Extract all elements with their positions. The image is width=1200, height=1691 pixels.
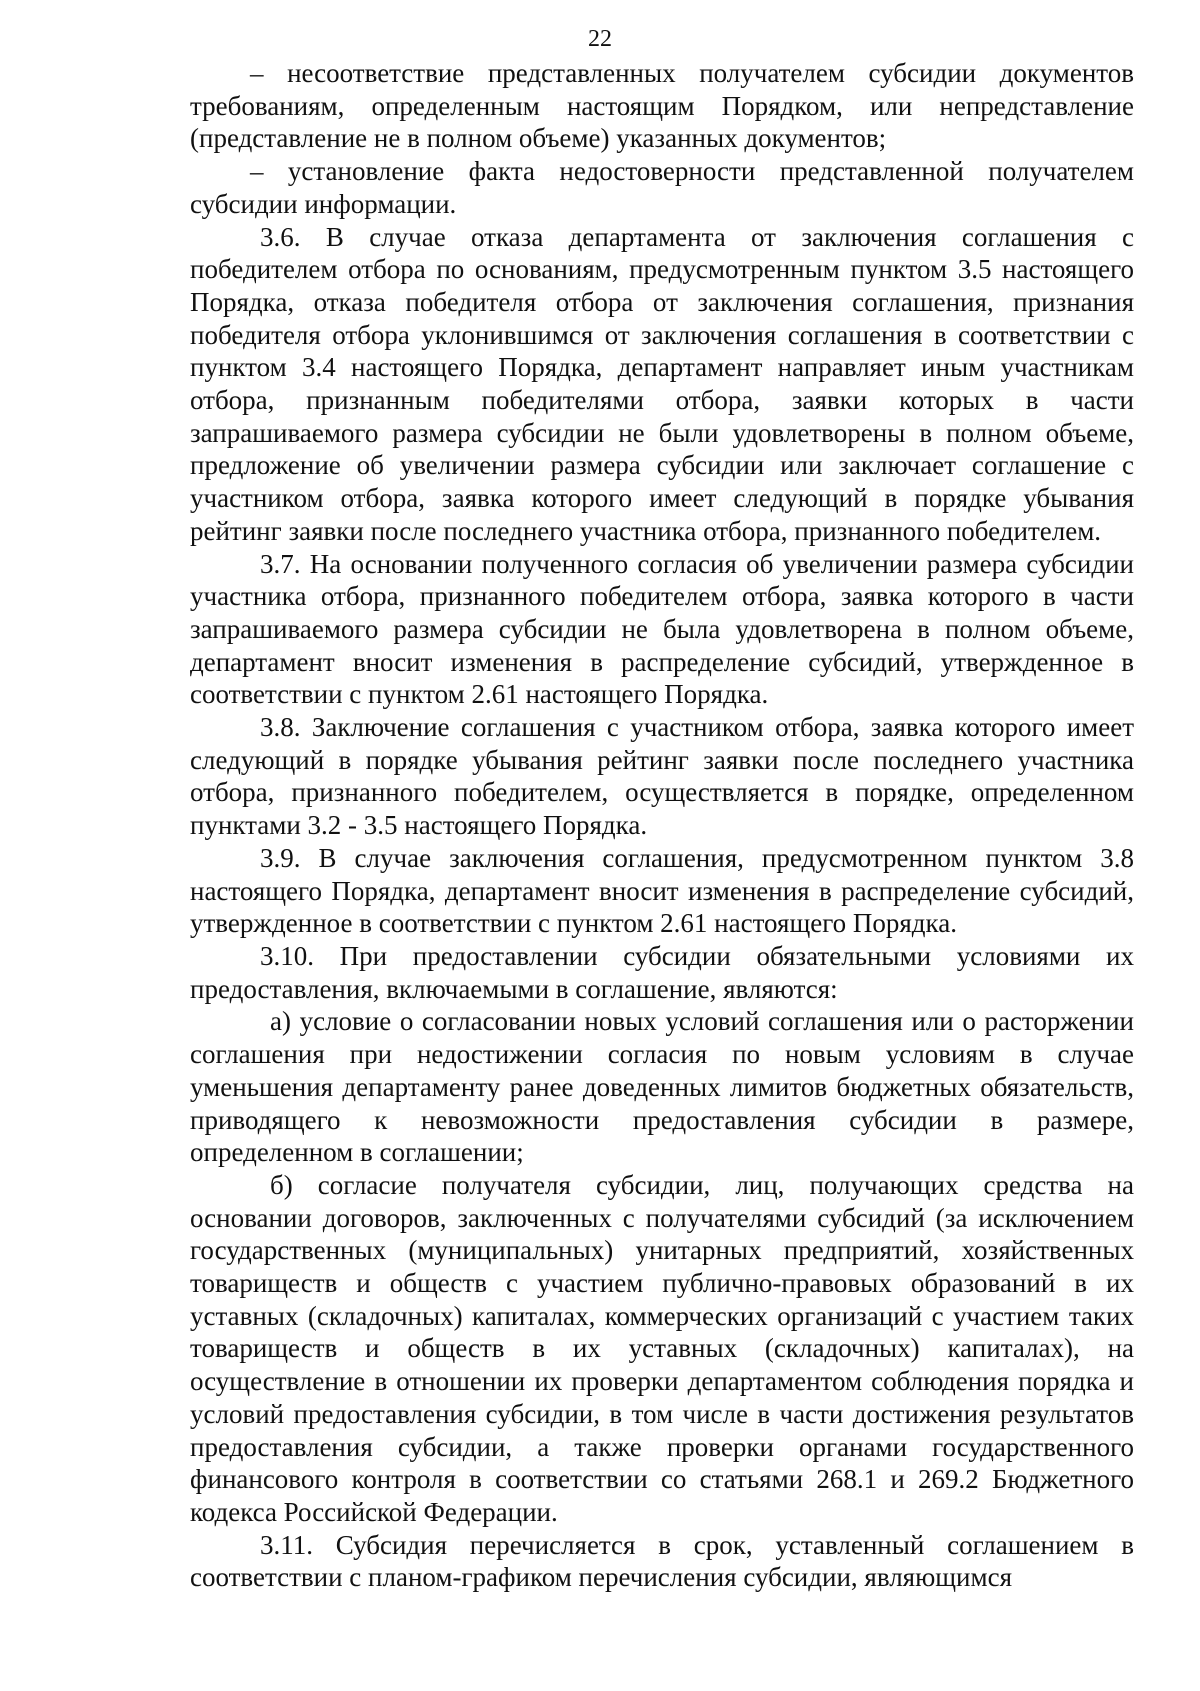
clause-3-9: 3.9. В случае заключения соглашения, предусмотренном пунктом 3.8 настоящего Порядка, департамент вносит изменения в распределение субсидий, утвержденное в соответствии с пунктом 2.61 настоящего Порядка. xyxy=(190,842,1134,939)
subclause-b: б) согласие получателя субсидии, лиц, получающих средства на основании договоров, заключенных с получателями субсидий (за исключением государственных (муниципальных) унитарных предприятий, хозяйственных товариществ и обществ с участием публично-правовых образований в их уставных (складочных) капиталах, коммерческих организаций с участием таких товариществ и обществ в их уставных (складочных) капиталах), на осуществление в отношении их проверки департаментом соблюдения порядка и условий предоставления субсидии, в том числе в части достижения результатов предоставления субсидии, а также проверки органами государственного финансового контроля в соответствии со статьями 268.1 и 269.2 Бюджетного кодекса Российской Федерации. xyxy=(190,1169,1134,1527)
clause-3-11: 3.11. Субсидия перечисляется в срок, уставленный соглашением в соответствии с планом-графиком перечисления субсидии, являющимся xyxy=(190,1529,1134,1593)
page-number: 22 xyxy=(588,26,612,52)
clause-3-10: 3.10. При предоставлении субсидии обязательными условиями их предоставления, включаемыми в соглашение, являются: xyxy=(190,940,1134,1004)
clause-3-8: 3.8. Заключение соглашения с участником отбора, заявка которого имеет следующий в порядке убывания рейтинг заявки после последнего участника отбора, признанного победителем, осуществляется в порядке, определенном пунктами 3.2 - 3.5 настоящего Порядка. xyxy=(190,712,1134,841)
clause-3-6: 3.6. В случае отказа департамента от заключения соглашения с победителем отбора по основаниям, предусмотренным пунктом 3.5 настоящего Порядка, отказа победителя отбора от заключения соглашения, признания победителя отбора уклонившимся от заключения соглашения в соответствии с пунктом 3.4 настоящего Порядка, департамент направляет иным участникам отбора, признанным победителями отбора, заявки которых в части запрашиваемого размера субсидии не были удовлетворены в полном объеме, предложение об увеличении размера субсидии или заключает соглашение с участником отбора, заявка которого имеет следующий в порядке убывания рейтинг заявки после последнего участника отбора, признанного победителем. xyxy=(190,221,1134,546)
clause-3-7: 3.7. На основании полученного согласия об увеличении размера субсидии участника отбора, признанного победителем отбора, заявка которого в части запрашиваемого размера субсидии не была удовлетворена в полном объеме, департамент вносит изменения в распределение субсидий, утвержденное в соответствии с пунктом 2.61 настоящего Порядка. xyxy=(190,548,1134,710)
paragraph-dash-item: – несоответствие представленных получателем субсидии документов требованиям, определенным настоящим Порядком, или непредставление (представление не в полном объеме) указанных документов; xyxy=(190,58,1134,154)
subclause-a: а) условие о согласовании новых условий соглашения или о расторжении соглашения при недостижении согласия по новым условиям в случае уменьшения департаменту ранее доведенных лимитов бюджетных обязательств, приводящего к невозможности предоставления субсидии в размере, определенном в соглашении; xyxy=(190,1006,1134,1168)
document-body xyxy=(190,57,1134,1594)
paragraph-dash-item: – установление факта недостоверности представленной получателем субсидии информации. xyxy=(190,156,1134,219)
